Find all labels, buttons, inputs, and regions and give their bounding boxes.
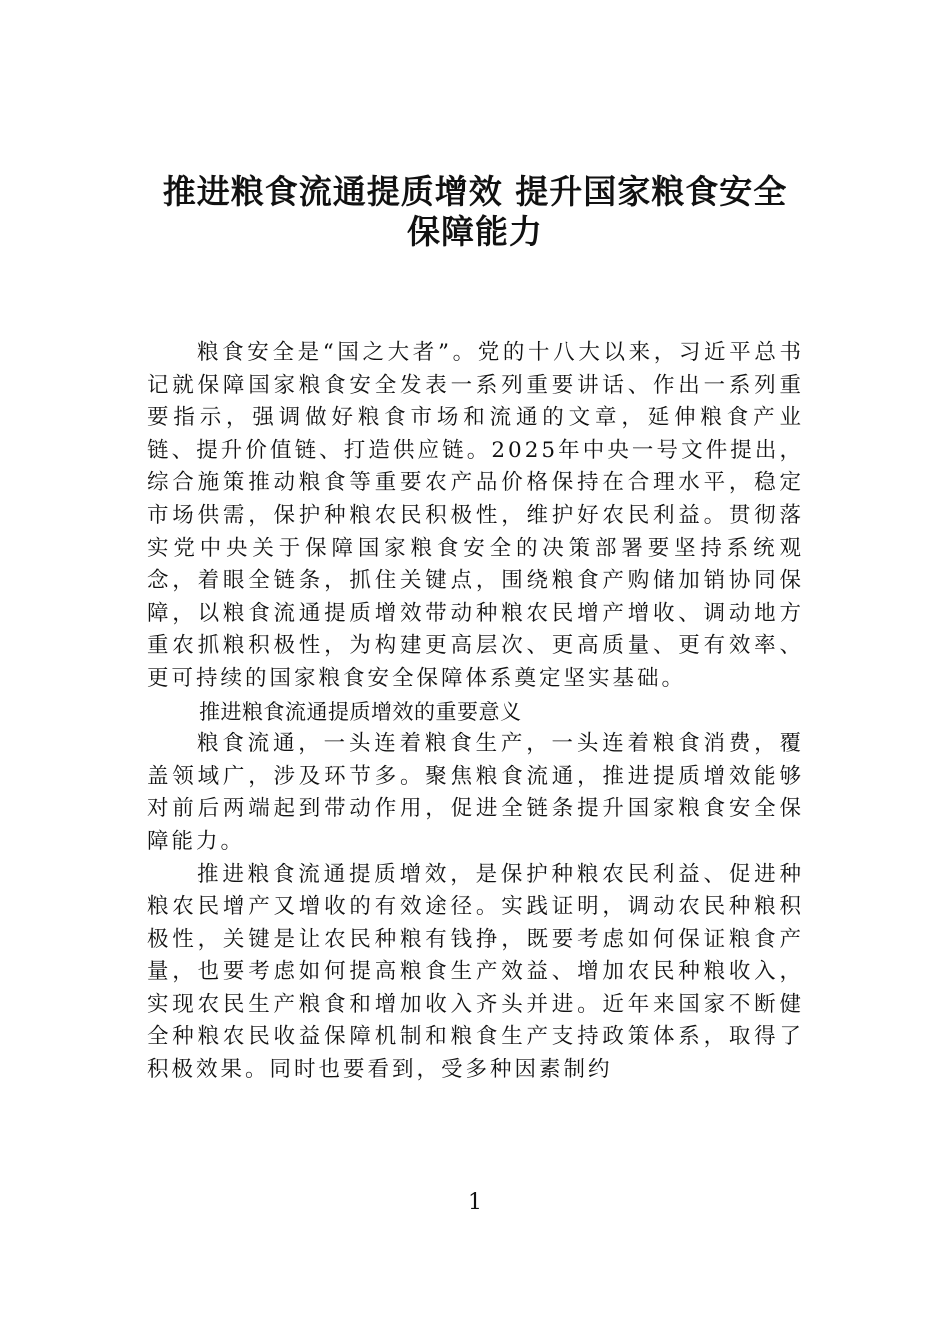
paragraph-circulation: 粮食流通，一头连着粮食生产，一头连着粮食消费，覆盖领域广，涉及环节多。聚焦粮食流通，推进提质增效能够对前后两端起到带动作用，促进全链条提升国家粮食安全保障能力。 [147, 731, 804, 854]
paragraph-farmer-income: 推进粮食流通提质增效，是保护种粮农民利益、促进种粮农民增产又增收的有效途径。实践证明，调动农民种粮积极性，关键是让农民种粮有钱挣，既要考虑如何保证粮食产量，也要考虑如何提高粮食生产效益、增加农民种粮收入，实现农民生产粮食和增加收入齐头并进。近年来国家不断健全种粮农民收益保障机制和粮食生产支持政策体系，取得了积极效果。同时也要看到，受多种因素制约 [147, 861, 804, 1083]
page-number: 1 [468, 1190, 482, 1215]
paragraph-intro: 粮食安全是“国之大者”。党的十八大以来，习近平总书记就保障国家粮食安全发表一系列重要讲话、作出一系列重要指示，强调做好粮食市场和流通的文章，延伸粮食产业链、提升价值链、打造供应链。2025年中央一号文件提出，综合施策推动粮食等重要农产品价格保持在合理水平，稳定市场供需，保护种粮农民积极性，维护好农民利益。贯彻落实党中央关于保障国家粮食安全的决策部署要坚持系统观念，着眼全链条，抓住关键点，围绕粮食产购储加销协同保障，以粮食流通提质增效带动种粮农民增产增收、调动地方重农抓粮积极性，为构建更高层次、更高质量、更有效率、更可持续的国家粮食安全保障体系奠定坚实基础。 [147, 340, 804, 691]
section-heading: 推进粮食流通提质增效的重要意义 [199, 699, 522, 724]
document-body [147, 337, 804, 1087]
document-title-line-1: 推进粮食流通提质增效 提升国家粮食安全 [162, 172, 788, 211]
document-title-line-2: 保障能力 [407, 212, 543, 251]
